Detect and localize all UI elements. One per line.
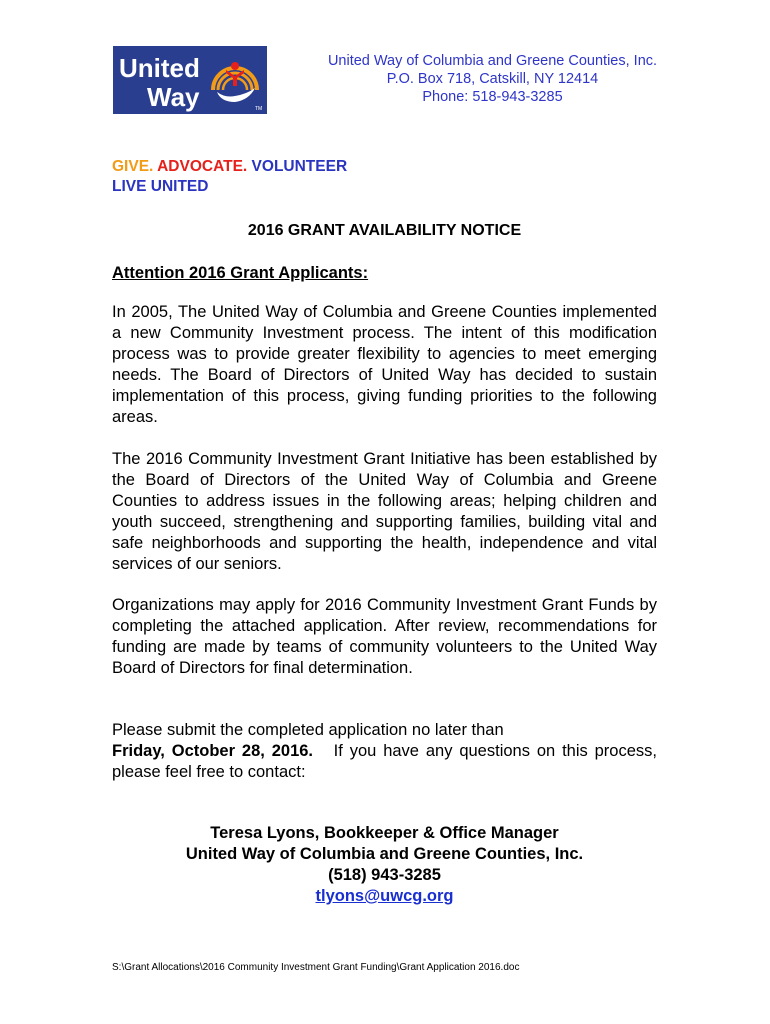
contact-phone: (518) 943-3285 (328, 866, 441, 884)
united-way-logo (113, 46, 267, 114)
contact-org: United Way of Columbia and Greene Counties, Inc. (185, 845, 584, 863)
deadline-intro: Please submit the completed application no later than (112, 721, 504, 739)
attention-heading: Attention 2016 Grant Applicants: (112, 264, 369, 282)
logo-trademark: TM (255, 106, 263, 112)
logo-text-way: Way (147, 82, 200, 112)
paragraph-application: Organizations may apply for 2016 Community Investment Grant Funds by completing the attached application. After review, recommendations for funding are made by teams of community volunteers to the United Way Board of Directors for final determination. (112, 596, 657, 677)
deadline-date: Friday, October 28, 2016. (112, 742, 314, 760)
slogan (112, 157, 347, 197)
deadline-rest: If you have any questions on this process, please feel free to contact: (112, 742, 657, 781)
paragraph-intro: In 2005, The United Way of Columbia and Greene Counties implemented a new Community Investment process. The intent of this modification process was to provide greater flexibility to agencies to meet emerging needs. The Board of Directors of United Way has decided to sustain implementation of this process, giving funding priorities to the following areas. (112, 303, 657, 426)
notice-title: 2016 GRANT AVAILABILITY NOTICE (247, 222, 522, 239)
letterhead-address: P.O. Box 718, Catskill, NY 12414 (386, 71, 599, 87)
paragraph-initiative: The 2016 Community Investment Grant Initiative has been established by the Board of Directors of the United Way of Columbia and Greene Counties to address issues in the following areas; helping children and youth succeed, strengthening and supporting families, building vital and safe neighborhoods and supporting the health, independence and vital services of our seniors. (112, 450, 657, 573)
slogan-advocate: ADVOCATE. (157, 158, 248, 175)
letterhead-org: United Way of Columbia and Greene Counties, Inc. (327, 53, 658, 69)
slogan-give: GIVE. (112, 158, 154, 175)
slogan-live-united: LIVE UNITED (112, 178, 209, 195)
contact-block (112, 823, 657, 907)
contact-email-link[interactable]: tlyons@uwcg.org (315, 887, 454, 905)
logo-text-united: United (119, 53, 200, 83)
slogan-volunteer: VOLUNTEER (251, 158, 348, 175)
file-path-footer: S:\Grant Allocations\2016 Community Investment Grant Funding\Grant Application 2016.doc (112, 962, 520, 973)
letterhead-phone: Phone: 518-943-3285 (422, 89, 563, 105)
paragraph-deadline (112, 720, 657, 783)
contact-name: Teresa Lyons, Bookkeeper & Office Manager (210, 824, 559, 842)
letterhead (300, 52, 685, 106)
united-way-emblem-icon (213, 62, 257, 102)
